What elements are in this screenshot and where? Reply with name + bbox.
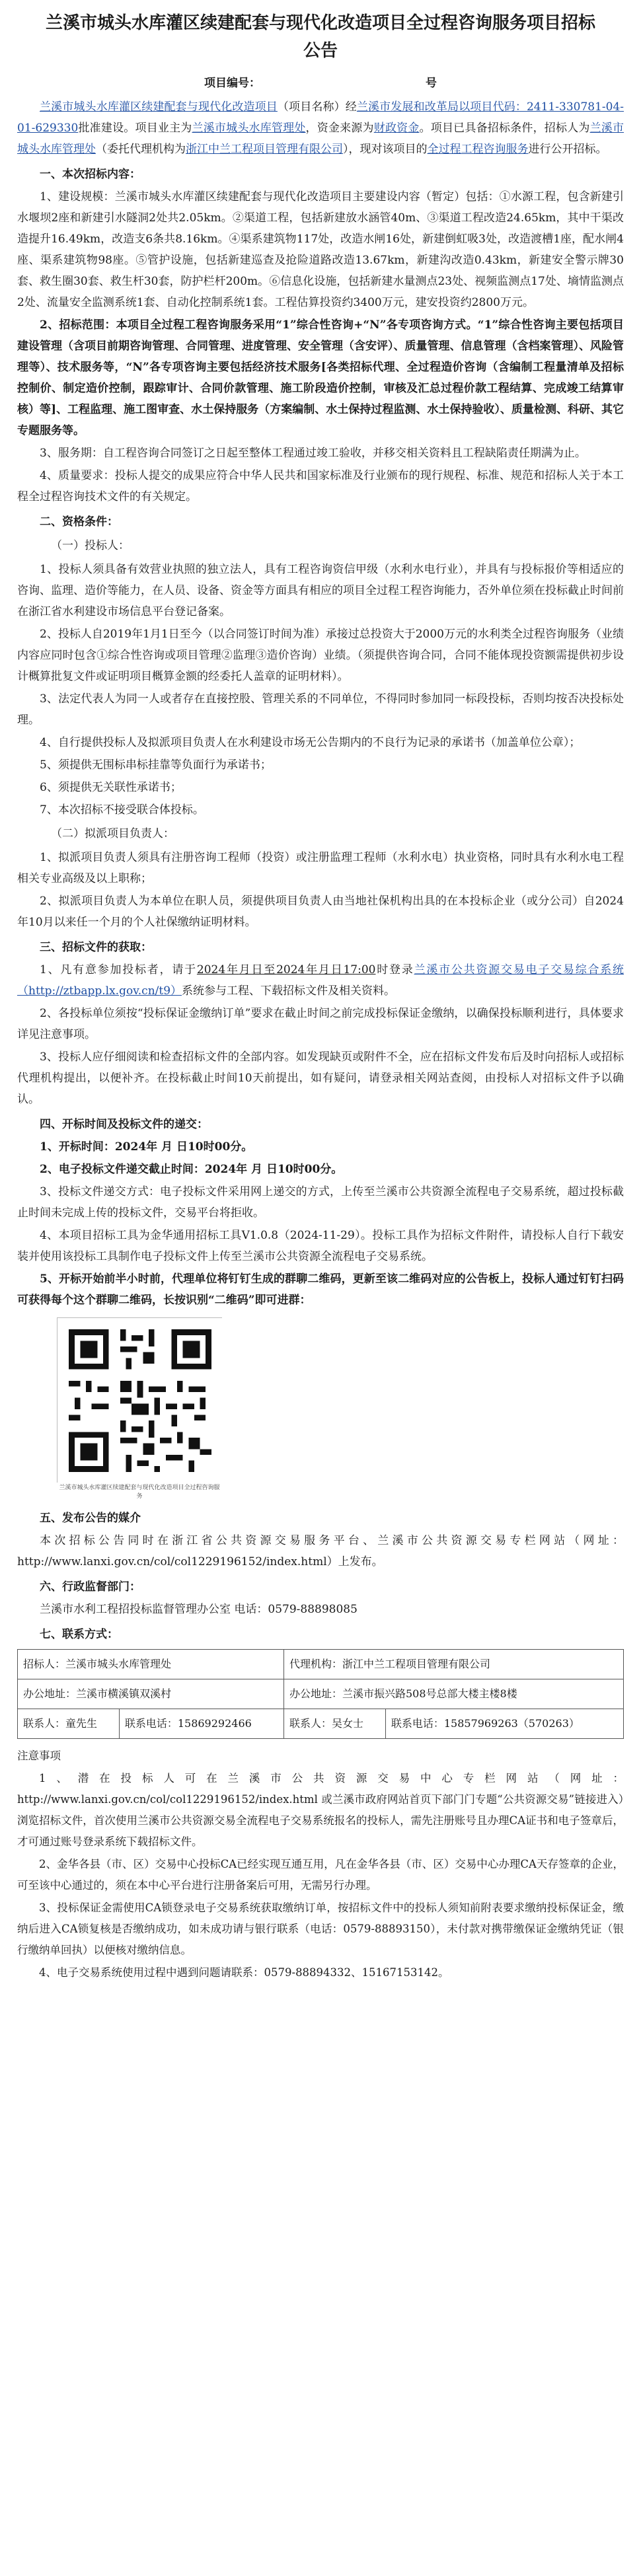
dingtalk-qr-code[interactable] <box>57 1317 222 1483</box>
note-item: 1、潜在投标人可在兰溪市公共资源交易中心专栏网站（网址：http://www.lanxi.gov.cn/col/col1229196152/index.html 或兰溪市政府网站首页下部门门专题“公共资源交易”链接进入）浏览招标文件，首次使用兰溪市公共资源交易全流程电子交易系统报名的投标人，需先注册账号且办理CA证书和电子签章后，才可通过账号登录系统下载招标文件。 <box>17 1772 624 1848</box>
section-heading-2: 二、资格条件： <box>40 515 118 529</box>
contact-table <box>17 1649 624 1739</box>
submission-method: 3、投标文件递交方式：电子投标文件采用网上递交的方式，上传至兰溪市公共资源全流程电子交易系统，超过投标截止时间未完成上传的投标文件，交易平台将拒收。 <box>17 1185 624 1220</box>
owner-link[interactable]: 兰溪市城头水库管理处 <box>192 122 306 135</box>
tenderer-cell: 招标人：兰溪市城头水库管理处 <box>18 1650 284 1679</box>
dingtalk-instruction: 5、开标开始前半小时前，代理单位将钉钉生成的群聊二维码，更新至该二维码对应的公告板上，投标人通过钉钉扫码可获得每个这个群聊二维码，长按识别“二维码”即可进群： <box>17 1272 624 1307</box>
note-item: 4、电子交易系统使用过程中遇到问题请联系：0579-88894332、15167153142。 <box>39 1966 449 1979</box>
intro-paragraph <box>17 96 624 160</box>
agency-link[interactable]: 浙江中兰工程项目管理有限公司 <box>186 143 343 156</box>
tenderer-address-cell: 办公地址：兰溪市横溪镇双溪村 <box>18 1679 284 1709</box>
table-row <box>18 1709 624 1739</box>
agency-phone-cell: 联系电话：15857969263（570263） <box>385 1709 623 1739</box>
end-year: 2024年 <box>276 963 319 976</box>
table-row <box>18 1679 624 1709</box>
note-item: 2、金华各县（市、区）交易中心投标CA已经实现互通互用，凡在金华各县（市、区）交易中心办理CA天存签章的企业，可至该中心通过的，须在本中心平台进行注册备案后可用，无需另行办理。 <box>17 1858 624 1892</box>
project-name-link[interactable]: 兰溪市城头水库灌区续建配套与现代化改造项目 <box>40 100 278 114</box>
service-name: 全过程工程咨询服务 <box>427 143 529 156</box>
service-period-paragraph: 3、服务期：自工程咨询合同签订之日起至整体工程通过竣工验收，并移交相关资料且工程缺陷责任期满为止。 <box>40 447 586 460</box>
intro-text: 。项目已具备招标条件，招标人为 <box>419 122 590 135</box>
bidding-tool: 4、本项目招标工具为金华通用招标工具V1.0.8（2024-11-29）。投标工具作为招标文件附件，请投标人自行下载安装并使用该投标工具制作电子投标文件上传至兰溪市公共资源全流程电子交易系统。 <box>17 1229 624 1263</box>
subsection-project-leader: （二）拟派项目负责人： <box>51 827 174 840</box>
tenderer-contact-cell: 联系人：童先生 <box>18 1709 120 1739</box>
approval-agency-link[interactable]: 兰溪市发展和改革局 <box>356 100 459 114</box>
start-month: 月 <box>239 963 252 976</box>
notes-heading: 注意事项 <box>17 1749 61 1762</box>
section-heading-1: 一、本次招标内容： <box>40 168 141 181</box>
leader-requirement: 1、拟派项目负责人须具有注册咨询工程师（投资）或注册监理工程师（水利水电）执业资格，同时具有水利水电工程相关专业高级及以上职称； <box>17 851 624 885</box>
intro-text: （委托代理机构为 <box>96 143 186 156</box>
project-code: 以项目代码：2411-330781-04-01-629330 <box>17 100 624 135</box>
intro-text: ，资金来源为 <box>305 122 374 135</box>
qualification-item: 7、本次招标不接受联合体投标。 <box>40 803 204 817</box>
qr-block <box>17 1317 624 1501</box>
download-text: 系统参与工程、下载招标文件及相关资料。 <box>182 984 396 998</box>
intro-text: 进行公开招标。 <box>528 143 607 156</box>
section-heading-3: 三、招标文件的获取： <box>40 941 152 954</box>
scale-paragraph: 1、建设规模：兰溪市城头水库灌区续建配套与现代化改造项目主要建设内容（暂定）包括：①水源工程，包含新建引水堰坝2座和新建引水隧洞2处共2.05km。②渠道工程，包括新建放水涵管40m、③渠道工程改造24.65km，其中干渠改造提升16.49km，改造支6条共8.16km。④渠系建筑物117处，改造水闸16处，新建倒虹吸3处，改造渡槽1座，配水闸4座、渠系建筑物98座。⑤管护设施，包括新建巡查及抢险道路改造13.67km，新建沟改造0.43km，新建安全警示牌30套、救生圈30套、救生杆30套，防护栏杆200m。⑥信息化设施，包括新建水量测点23处、视频监测点17处、墒情监测点2处、流量安全监测系统1套、自动化控制系统1套。工程估算投资约3400万元，建安投资约2800万元。 <box>17 190 624 309</box>
project-number-suffix: 号 <box>426 77 437 90</box>
quality-paragraph: 4、质量要求：投标人提交的成果应符合中华人民共和国家标准及行业颁布的现行规程、标准、规范和招标人关于本工程全过程咨询技术文件的有关规定。 <box>17 469 624 503</box>
agency-contact-cell: 联系人：吴女士 <box>284 1709 386 1739</box>
intro-text: 批准建设。项目业主为 <box>78 122 192 135</box>
qualification-item: 6、须提供无关联性承诺书； <box>40 781 182 794</box>
download-text: 1、凡有意参加投标者，请于 <box>40 963 197 976</box>
media-paragraph: 本次招标公告同时在浙江省公共资源交易服务平台、兰溪市公共资源交易专栏网站（网址：http://www.lanxi.gov.cn/col/col1229196152/index.html）上发布。 <box>17 1534 624 1568</box>
download-paragraph <box>17 959 624 1002</box>
download-text: 时登录 <box>375 963 414 976</box>
supervision-department: 兰溪市水利工程招投标监督管理办公室 电话：0579-88898085 <box>40 1603 358 1616</box>
subsection-bidder: （一）投标人： <box>51 539 130 552</box>
funding-source: 财政资金 <box>373 122 420 135</box>
agency-cell: 代理机构：浙江中兰工程项目管理有限公司 <box>284 1650 624 1679</box>
qualification-item: 1、投标人须具备有效营业执照的独立法人，具有工程咨询资信甲级（水利水电行业），并具有与投标报价等相适应的咨询、监理、造价等能力，在人员、设备、资金等方面具有相应的项目全过程工程咨询能力，否外单位须在投标截止时间前在浙江省水利建设市场信息平台登记备案。 <box>17 563 624 618</box>
intro-text: ），现对该项目的 <box>343 143 428 156</box>
end-time: 17:00 <box>343 963 376 976</box>
section-heading-6: 六、行政监督部门： <box>40 1580 141 1594</box>
qualification-item: 2、投标人自2019年1月1日至今（以合同签订时间为准）承接过总投资大于2000万元的水利类全过程咨询服务（业绩内容应同时包含①综合性咨询或项目管理②监理③造价咨询）业绩。（须提供咨询合同，合同不能体现投资额需提供初步设计概算批复文件或证明项目概算金额的经委托人盖章的证明材料）。 <box>17 628 624 683</box>
submission-deadline: 2、电子投标文件递交截止时间：2024年 月 日10时00分。 <box>40 1163 343 1176</box>
trading-system-link[interactable]: 兰溪市公共资源交易电子交易综合系统（http://ztbapp.lx.gov.cn/t9） <box>17 963 624 998</box>
opening-time: 1、开标时间：2024年 月 日10时00分。 <box>40 1140 253 1154</box>
tenderer-link[interactable]: 兰溪市城头水库管理处 <box>17 122 624 156</box>
qualification-item: 3、法定代表人为同一人或者存在直接控股、管理关系的不同单位，不得同时参加同一标段投标，否则均按否决投标处理。 <box>17 692 624 727</box>
qualification-item: 5、须提供无围标串标挂靠等负面行为承诺书； <box>40 758 272 772</box>
qr-caption: 兰溪市城头水库灌区续建配套与现代化改造项目全过程咨询服务 <box>59 1485 220 1500</box>
scope-paragraph: 2、招标范围：本项目全过程工程咨询服务采用“1”综合性咨询+“N”各专项咨询方式。“1”综合性咨询主要包括项目建设管理（含项目前期咨询管理、合同管理、进度管理、安全管理（含安评）、质量管理、信息管理（含档案管理）、风险管理等）、技术服务等，“N”各专项咨询主要包括经济技术服务[各类招标代理、全过程造价咨询（含编制工程量清单及招标控制价、制定造价控制，跟踪审计、合同价款管理、施工阶段造价控制，审核及汇总过程价款工程结算、完成竣工结算审核）等]、工程监理、施工图审查、水土保持服务（方案编制、水土保持过程监测、水土保持验收）、质量检测、科研、其它专题服务等。 <box>17 318 624 437</box>
deposit-paragraph: 2、各投标单位须按“投标保证金缴纳订单”要求在截止时间之前完成投标保证金缴纳，以确保投标顺利进行，具体要求详见注意事项。 <box>17 1007 624 1041</box>
end-month: 月 <box>318 963 331 976</box>
tenderer-phone-cell: 联系电话：15869292466 <box>119 1709 283 1739</box>
section-heading-5: 五、发布公告的媒介 <box>40 1512 141 1525</box>
section-heading-4: 四、开标时间及投标文件的递交： <box>40 1118 208 1131</box>
project-number-label: 项目编号： <box>204 77 260 90</box>
agency-address-cell: 办公地址：兰溪市振兴路508号总部大楼主楼8楼 <box>284 1679 624 1709</box>
review-paragraph: 3、投标人应仔细阅读和检查招标文件的全部内容。如发现缺页或附件不全，应在招标文件发布后及时向招标人或招标代理机构提出，以便补齐。在投标截止时间10天前提出，如有疑问，请登录相关网站查阅，由投标人对招标文件予以确认。 <box>17 1050 624 1106</box>
qualification-item: 4、自行提供投标人及拟派项目负责人在水利建设市场无公告期内的不良行为记录的承诺书（加盖单位公章）； <box>40 736 581 749</box>
page-title: 兰溪市城头水库灌区续建配套与现代化改造项目全过程咨询服务项目招标公告 <box>45 13 595 61</box>
start-day: 日至 <box>251 963 277 976</box>
section-heading-7: 七、联系方式： <box>40 1628 118 1641</box>
leader-requirement: 2、拟派项目负责人为本单位在职人员，须提供项目负责人由当地社保机构出具的在本投标企业（或分公司）自2024年10月以来任一个月的个人社保缴纳证明材料。 <box>17 895 624 929</box>
start-year: 2024年 <box>196 963 239 976</box>
note-item: 3、投标保证金需使用CA锁登录电子交易系统获取缴纳订单，按招标文件中的投标人须知前附表要求缴纳投标保证金，缴纳后进入CA锁复核是否缴纳成功，如未成功请与银行联系（电话：0579-88893150），未付款对携带缴保证金缴纳凭证（银行缴纳单回执）以便核对缴纳信息。 <box>17 1901 624 1956</box>
end-day: 日 <box>330 963 344 976</box>
project-number <box>17 73 624 94</box>
intro-text: （项目名称）经 <box>277 100 357 114</box>
notes-block <box>17 1746 624 1983</box>
qr-code-icon <box>57 1318 223 1483</box>
table-row <box>18 1650 624 1679</box>
